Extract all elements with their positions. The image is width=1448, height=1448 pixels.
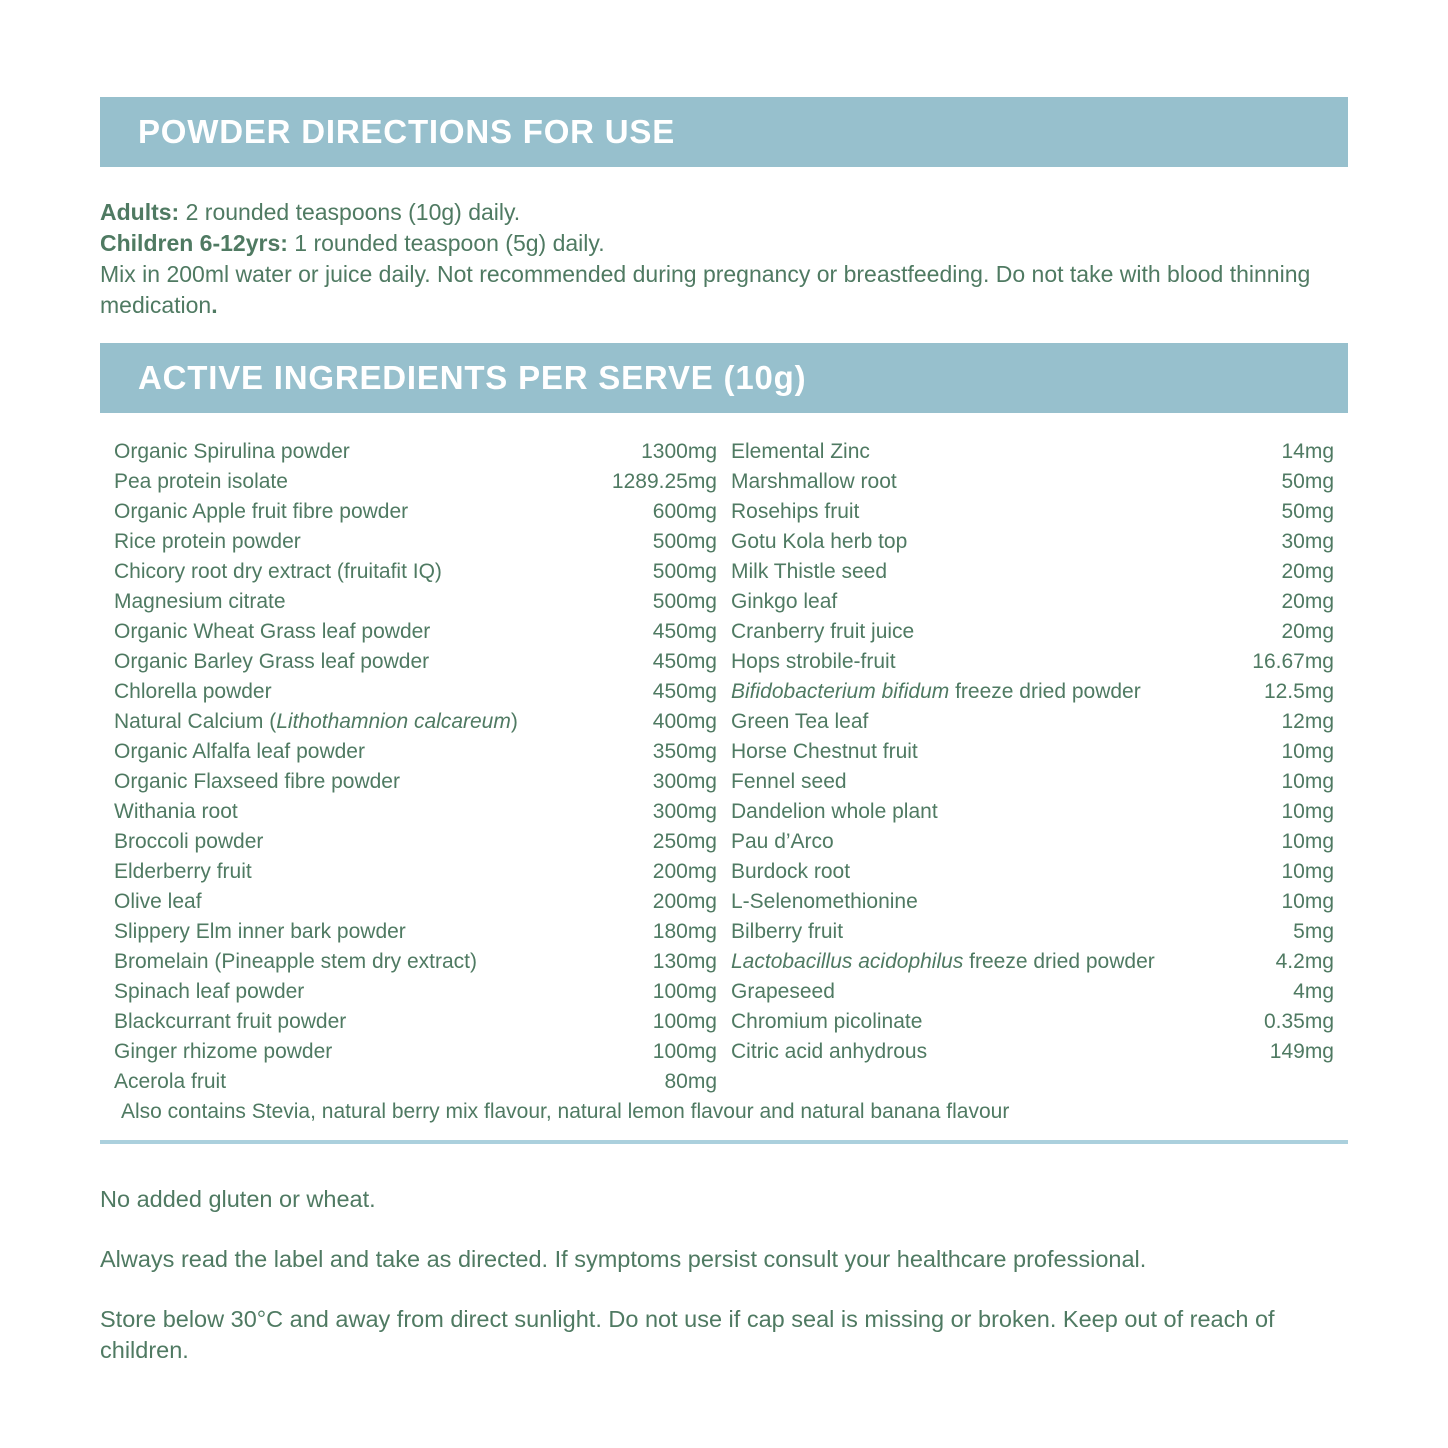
ingredient-name: Acerola fruit — [114, 1070, 227, 1093]
ingredient-row — [114, 737, 717, 767]
ingredient-amount: 200mg — [652, 890, 717, 913]
ingredient-row — [731, 497, 1334, 527]
ingredient-amount: 149mg — [1269, 1040, 1334, 1063]
ingredient-row — [114, 707, 717, 737]
ingredient-name: Ginkgo leaf — [731, 590, 838, 613]
notes-section — [100, 1184, 1348, 1366]
ingredient-row — [114, 887, 717, 917]
ingredient-amount: 30mg — [1281, 530, 1334, 553]
ingredient-amount: 10mg — [1281, 740, 1334, 763]
ingredient-amount: 20mg — [1281, 620, 1334, 643]
ingredient-name: Rice protein powder — [114, 530, 301, 553]
ingredient-row — [731, 887, 1334, 917]
ingredient-amount: 50mg — [1281, 470, 1334, 493]
ingredient-name: Organic Flaxseed fibre powder — [114, 770, 400, 793]
directions-section — [100, 197, 1348, 321]
ingredient-name: Slippery Elm inner bark powder — [114, 920, 406, 943]
ingredient-row — [731, 467, 1334, 497]
ingredient-amount: 5mg — [1293, 920, 1334, 943]
ingredient-name: Organic Spirulina powder — [114, 440, 350, 463]
ingredient-amount: 300mg — [652, 800, 717, 823]
ingredient-amount: 500mg — [652, 560, 717, 583]
ingredient-name: Horse Chestnut fruit — [731, 740, 918, 763]
ingredient-amount: 4.2mg — [1275, 950, 1334, 973]
ingredient-name: Burdock root — [731, 860, 851, 883]
ingredient-amount: 12.5mg — [1263, 680, 1334, 703]
ingredient-name: Chromium picolinate — [731, 1010, 923, 1033]
ingredients-banner-title: ACTIVE INGREDIENTS PER SERVE (10g) — [138, 359, 807, 396]
ingredient-name: Citric acid anhydrous — [731, 1040, 928, 1063]
ingredient-name: Pau d’Arco — [731, 830, 834, 853]
ingredient-name: Green Tea leaf — [731, 710, 869, 733]
ingredient-name: Bromelain (Pineapple stem dry extract) — [114, 950, 477, 973]
ingredient-row — [731, 617, 1334, 647]
note-gluten: No added gluten or wheat. — [100, 1186, 376, 1212]
ingredient-amount: 500mg — [652, 590, 717, 613]
ingredient-row — [731, 437, 1334, 467]
ingredient-amount: 10mg — [1281, 800, 1334, 823]
ingredient-row — [114, 1037, 717, 1067]
ingredient-row — [731, 767, 1334, 797]
ingredient-amount: 10mg — [1281, 770, 1334, 793]
ingredient-amount: 4mg — [1293, 980, 1334, 1003]
ingredient-row — [114, 947, 717, 977]
ingredient-row — [114, 1007, 717, 1037]
ingredient-row — [731, 707, 1334, 737]
ingredient-name: Organic Alfalfa leaf powder — [114, 740, 365, 763]
ingredient-amount: 450mg — [652, 650, 717, 673]
ingredient-amount: 350mg — [652, 740, 717, 763]
ingredient-row — [114, 797, 717, 827]
ingredient-name: Chicory root dry extract (fruitafit IQ) — [114, 560, 442, 583]
ingredient-row — [114, 1067, 717, 1097]
ingredient-name: Dandelion whole plant — [731, 800, 938, 823]
ingredient-row — [114, 527, 717, 557]
section-divider — [100, 1140, 1348, 1144]
ingredient-amount: 20mg — [1281, 560, 1334, 583]
ingredient-name: Spinach leaf powder — [114, 980, 305, 1003]
ingredient-row — [114, 857, 717, 887]
ingredient-name: Natural Calcium (Lithothamnion calcareum) — [114, 710, 518, 733]
ingredient-row — [114, 977, 717, 1007]
ingredient-name: Blackcurrant fruit powder — [114, 1010, 347, 1033]
ingredient-name: Hops strobile-fruit — [731, 650, 896, 673]
ingredient-amount: 100mg — [652, 1010, 717, 1033]
ingredient-row — [731, 677, 1334, 707]
ingredients-footnote: Also contains Stevia, natural berry mix flavour, natural lemon flavour and natural banana flavour — [121, 1100, 1010, 1123]
ingredient-row — [114, 497, 717, 527]
ingredients-column-left — [114, 437, 717, 1097]
ingredient-name: Grapeseed — [731, 980, 835, 1003]
ingredient-row — [731, 587, 1334, 617]
ingredient-amount: 1300mg — [641, 440, 717, 463]
ingredient-name: Bifidobacterium bifidum freeze dried powder — [731, 680, 1141, 703]
ingredient-amount: 100mg — [652, 980, 717, 1003]
ingredients-column-right — [731, 437, 1334, 1097]
ingredient-amount: 300mg — [652, 770, 717, 793]
ingredient-name: Milk Thistle seed — [731, 560, 888, 583]
ingredient-row — [114, 647, 717, 677]
ingredient-name: Gotu Kola herb top — [731, 530, 908, 553]
ingredient-amount: 50mg — [1281, 500, 1334, 523]
ingredient-amount: 450mg — [652, 680, 717, 703]
ingredient-name: Cranberry fruit juice — [731, 620, 915, 643]
direction-warning-text: Mix in 200ml water or juice daily. Not recommended during pregnancy or breastfeeding. Do not take with blood thinning medication — [100, 261, 1311, 318]
ingredient-amount: 180mg — [652, 920, 717, 943]
ingredient-amount: 200mg — [652, 860, 717, 883]
ingredient-name: Organic Wheat Grass leaf powder — [114, 620, 431, 643]
ingredient-row — [114, 827, 717, 857]
ingredient-row — [731, 737, 1334, 767]
ingredient-amount: 600mg — [652, 500, 717, 523]
ingredient-name: L-Selenomethionine — [731, 890, 918, 913]
directions-banner — [100, 97, 1348, 167]
ingredient-name: Elderberry fruit — [114, 860, 252, 883]
ingredient-amount: 250mg — [652, 830, 717, 853]
ingredient-amount: 130mg — [652, 950, 717, 973]
ingredients-banner — [100, 343, 1348, 413]
ingredient-row — [114, 767, 717, 797]
direction-adults-label: Adults: — [100, 199, 180, 225]
ingredient-row — [114, 677, 717, 707]
ingredient-row — [731, 797, 1334, 827]
ingredient-row — [731, 977, 1334, 1007]
note-read-label: Always read the label and take as directed. If symptoms persist consult your healthcare professional. — [100, 1246, 1147, 1272]
note-storage: Store below 30°C and away from direct sunlight. Do not use if cap seal is missing or broken. Keep out of reach of children. — [100, 1306, 1275, 1363]
ingredient-row — [114, 557, 717, 587]
ingredient-amount: 12mg — [1281, 710, 1334, 733]
ingredient-name: Organic Apple fruit fibre powder — [114, 500, 409, 523]
ingredient-amount: 500mg — [652, 530, 717, 553]
ingredient-name: Olive leaf — [114, 890, 202, 913]
direction-children-text: 1 rounded teaspoon (5g) daily. — [287, 230, 605, 256]
ingredient-amount: 1289.25mg — [611, 470, 717, 493]
ingredient-name: Lactobacillus acidophilus freeze dried powder — [731, 950, 1155, 973]
ingredient-row — [114, 437, 717, 467]
ingredient-amount: 450mg — [652, 620, 717, 643]
ingredient-row — [731, 1037, 1334, 1067]
ingredient-name: Marshmallow root — [731, 470, 897, 493]
direction-warning-paragraph — [100, 259, 1348, 321]
ingredient-name: Withania root — [114, 800, 238, 823]
ingredient-row — [731, 917, 1334, 947]
ingredient-name: Organic Barley Grass leaf powder — [114, 650, 430, 673]
directions-banner-title: POWDER DIRECTIONS FOR USE — [138, 113, 676, 150]
ingredient-amount: 400mg — [652, 710, 717, 733]
ingredient-row — [114, 467, 717, 497]
ingredient-row — [114, 617, 717, 647]
ingredient-name: Elemental Zinc — [731, 440, 870, 463]
ingredient-name: Chlorella powder — [114, 680, 272, 703]
ingredient-row — [731, 647, 1334, 677]
ingredient-amount: 0.35mg — [1263, 1010, 1334, 1033]
ingredient-row — [731, 1007, 1334, 1037]
direction-adults-text: 2 rounded teaspoons (10g) daily. — [179, 199, 521, 225]
ingredient-name: Broccoli powder — [114, 830, 264, 853]
ingredient-row — [114, 587, 717, 617]
ingredient-amount: 20mg — [1281, 590, 1334, 613]
direction-line-adults — [100, 197, 1348, 228]
ingredients-table — [114, 437, 1334, 1097]
ingredient-amount: 80mg — [664, 1070, 717, 1093]
ingredient-row — [731, 827, 1334, 857]
ingredient-name: Bilberry fruit — [731, 920, 844, 943]
ingredient-amount: 14mg — [1281, 440, 1334, 463]
ingredient-amount: 10mg — [1281, 860, 1334, 883]
ingredient-amount: 16.67mg — [1252, 650, 1334, 673]
ingredient-row — [731, 527, 1334, 557]
ingredient-row — [731, 557, 1334, 587]
ingredient-row — [731, 947, 1334, 977]
direction-warning-period: . — [211, 292, 218, 318]
ingredient-name: Ginger rhizome powder — [114, 1040, 333, 1063]
ingredient-row — [731, 857, 1334, 887]
direction-line-children — [100, 228, 1348, 259]
ingredient-amount: 100mg — [652, 1040, 717, 1063]
ingredient-row — [114, 917, 717, 947]
direction-children-label: Children 6-12yrs: — [100, 230, 288, 256]
ingredient-name: Magnesium citrate — [114, 590, 286, 613]
ingredient-amount: 10mg — [1281, 830, 1334, 853]
ingredient-name: Fennel seed — [731, 770, 847, 793]
ingredient-name: Rosehips fruit — [731, 500, 860, 523]
ingredient-name: Pea protein isolate — [114, 470, 288, 493]
ingredient-amount: 10mg — [1281, 890, 1334, 913]
